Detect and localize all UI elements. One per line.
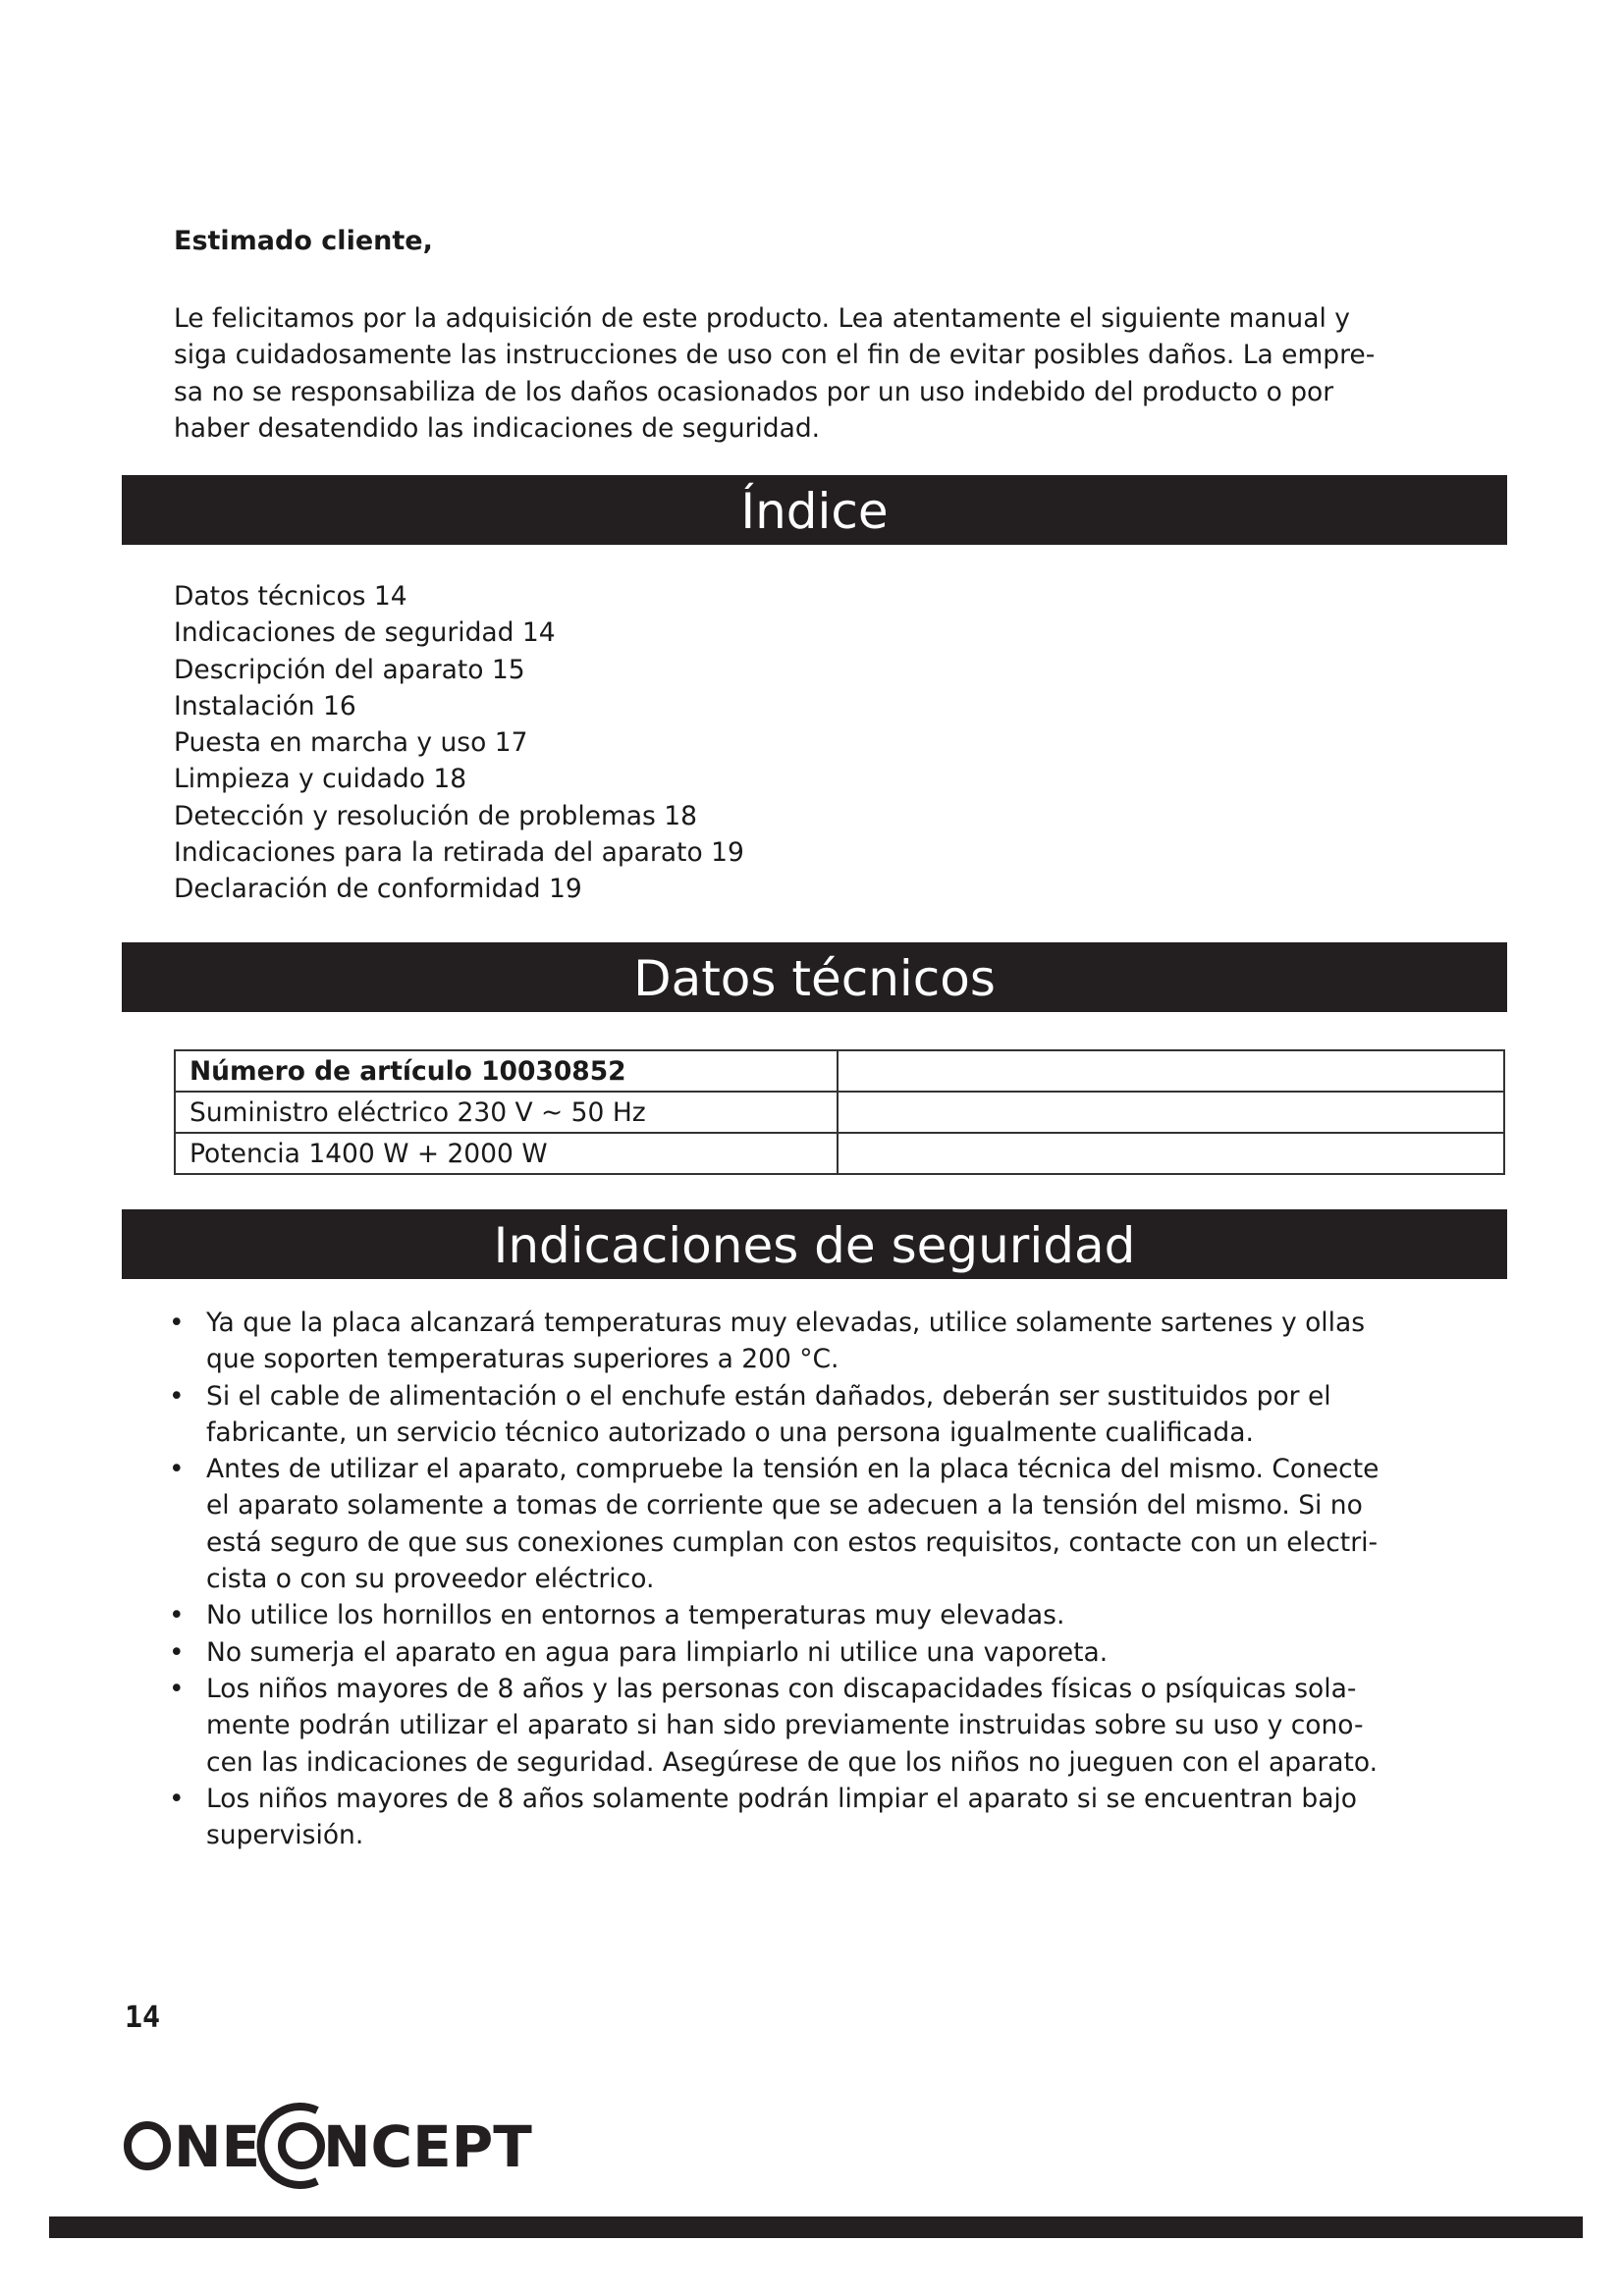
bullet-icon: • bbox=[169, 1380, 185, 1412]
safety-item bbox=[157, 1597, 1551, 1633]
safety-line: No sumerja el aparato en agua para limpiarlo ni utilice una vaporeta. bbox=[206, 1636, 1109, 1668]
index-item: Instalación 16 bbox=[174, 690, 356, 721]
section-header-tech: Datos técnicos bbox=[122, 942, 1507, 1012]
bullet-icon: • bbox=[169, 1308, 185, 1338]
safety-line: está seguro de que sus conexiones cumplan con estos requisitos, contacte con un electri- bbox=[206, 1526, 1379, 1558]
safety-line: Antes de utilizar el aparato, compruebe la tensión en la placa técnica del mismo. Conecte bbox=[206, 1454, 1380, 1485]
intro-line: sa no se responsabiliza de los daños ocasionados por un uso indebido del producto o por bbox=[174, 376, 1334, 407]
safety-line: Si el cable de alimentación o el enchufe están dañados, deberán ser sustituidos por el bbox=[206, 1380, 1331, 1412]
intro-paragraph bbox=[174, 300, 1548, 448]
bullet-icon: • bbox=[169, 1783, 185, 1814]
safety-line: Los niños mayores de 8 años solamente podrán limpiar el aparato si se encuentran bajo bbox=[206, 1783, 1358, 1814]
safety-item bbox=[157, 1305, 1551, 1378]
index-item: Limpieza y cuidado 18 bbox=[174, 764, 467, 795]
section-header-safety: Indicaciones de seguridad bbox=[122, 1209, 1507, 1279]
intro-line: Le felicitamos por la adquisición de este producto. Lea atentamente el siguiente manual y bbox=[174, 303, 1350, 334]
table-row bbox=[175, 1133, 1504, 1174]
index-item: Datos técnicos 14 bbox=[174, 581, 407, 612]
intro-line: haber desatendido las indicaciones de seguridad. bbox=[174, 413, 821, 445]
spec-label: Potencia 1400 W + 2000 W bbox=[175, 1133, 838, 1174]
spec-label: Suministro eléctrico 230 V ~ 50 Hz bbox=[175, 1092, 838, 1133]
spec-value bbox=[838, 1092, 1504, 1133]
spec-value bbox=[838, 1133, 1504, 1174]
bullet-icon: • bbox=[169, 1454, 185, 1485]
tech-spec-table bbox=[174, 1049, 1505, 1175]
index-list bbox=[174, 578, 744, 908]
footer-bar bbox=[49, 2216, 1583, 2238]
oneconcept-logo bbox=[120, 2093, 532, 2195]
greeting: Estimado cliente, bbox=[174, 226, 433, 256]
page-number: 14 bbox=[125, 2001, 161, 2035]
spec-label: Número de artículo 10030852 bbox=[175, 1050, 838, 1092]
safety-item bbox=[157, 1781, 1551, 1854]
svg-text:NCEPT: NCEPT bbox=[323, 2113, 532, 2180]
safety-line: Los niños mayores de 8 años y las personas con discapacidades físicas o psíquicas sola- bbox=[206, 1673, 1357, 1704]
table-row bbox=[175, 1050, 1504, 1092]
safety-line: mente podrán utilizar el aparato si han sido previamente instruidas sobre su uso y cono- bbox=[206, 1710, 1364, 1741]
safety-item bbox=[157, 1671, 1551, 1781]
safety-item bbox=[157, 1378, 1551, 1452]
safety-line: supervisión. bbox=[206, 1820, 364, 1851]
bullet-icon: • bbox=[169, 1636, 185, 1668]
safety-line: cista o con su proveedor eléctrico. bbox=[206, 1564, 655, 1595]
index-item: Indicaciones para la retirada del aparato 19 bbox=[174, 837, 744, 869]
spec-value bbox=[838, 1050, 1504, 1092]
index-item: Detección y resolución de problemas 18 bbox=[174, 800, 697, 831]
svg-text:NE: NE bbox=[174, 2113, 261, 2180]
index-item: Puesta en marcha y uso 17 bbox=[174, 727, 528, 759]
intro-line: siga cuidadosamente las instrucciones de uso con el fin de evitar posibles daños. La empre- bbox=[174, 340, 1376, 371]
safety-line: No utilice los hornillos en entornos a temperaturas muy elevadas. bbox=[206, 1600, 1065, 1631]
safety-line: que soporten temperaturas superiores a 200 °C. bbox=[206, 1344, 839, 1375]
table-row bbox=[175, 1092, 1504, 1133]
safety-item bbox=[157, 1451, 1551, 1597]
index-item: Declaración de conformidad 19 bbox=[174, 874, 582, 905]
safety-item bbox=[157, 1634, 1551, 1671]
index-item: Indicaciones de seguridad 14 bbox=[174, 617, 556, 649]
safety-list bbox=[157, 1305, 1551, 1853]
bullet-icon: • bbox=[169, 1673, 185, 1704]
safety-line: cen las indicaciones de seguridad. Asegúrese de que los niños no jueguen con el aparato. bbox=[206, 1746, 1379, 1778]
safety-line: fabricante, un servicio técnico autorizado o una persona igualmente cualificada. bbox=[206, 1416, 1254, 1448]
safety-line: el aparato solamente a tomas de corriente que se adecuen a la tensión del mismo. Si no bbox=[206, 1490, 1363, 1522]
section-header-index: Índice bbox=[122, 475, 1507, 545]
safety-line: Ya que la placa alcanzará temperaturas muy elevadas, utilice solamente sartenes y ollas bbox=[206, 1308, 1366, 1338]
index-item: Descripción del aparato 15 bbox=[174, 654, 525, 685]
bullet-icon: • bbox=[169, 1600, 185, 1631]
